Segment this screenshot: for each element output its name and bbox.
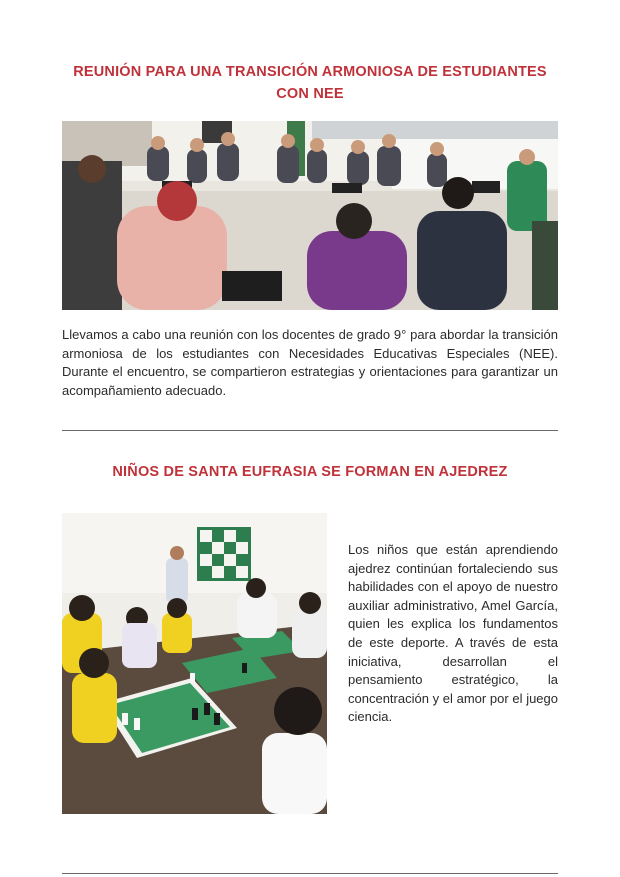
section-divider bbox=[62, 430, 558, 431]
chess-paragraph: Los niños que están aprendiendo ajedrez continúan fortaleciendo sus habilidades con el apoyo de nuestro auxiliar administrativo, Amel García, quien les explica los fundamentos de este deporte. A través de esta iniciativa, desarrollan el pensamiento estratégico, la concentración y el amor por el juego ciencia. bbox=[348, 542, 558, 725]
meeting-paragraph: Llevamos a cabo una reunión con los docentes de grado 9° para abordar la transición armoniosa de los estudiantes con Necesidades Educativas Especiales (NEE). Durante el encuentro, se compartieron estrategias y orientaciones para garantizar un acompañamiento adecuado. bbox=[62, 327, 558, 398]
meeting-photo bbox=[62, 121, 558, 310]
section-title-meeting: REUNIÓN PARA UNA TRANSICIÓN ARMONIOSA DE ESTUDIANTES CON NEE bbox=[73, 64, 547, 102]
section-title-chess: NIÑOS DE SANTA EUFRASIA SE FORMAN EN AJEDREZ bbox=[112, 464, 508, 480]
chess-photo-illustration bbox=[62, 513, 327, 814]
page-bottom-divider bbox=[62, 873, 558, 874]
chess-class-photo bbox=[62, 513, 327, 814]
meeting-photo-illustration bbox=[62, 121, 558, 310]
